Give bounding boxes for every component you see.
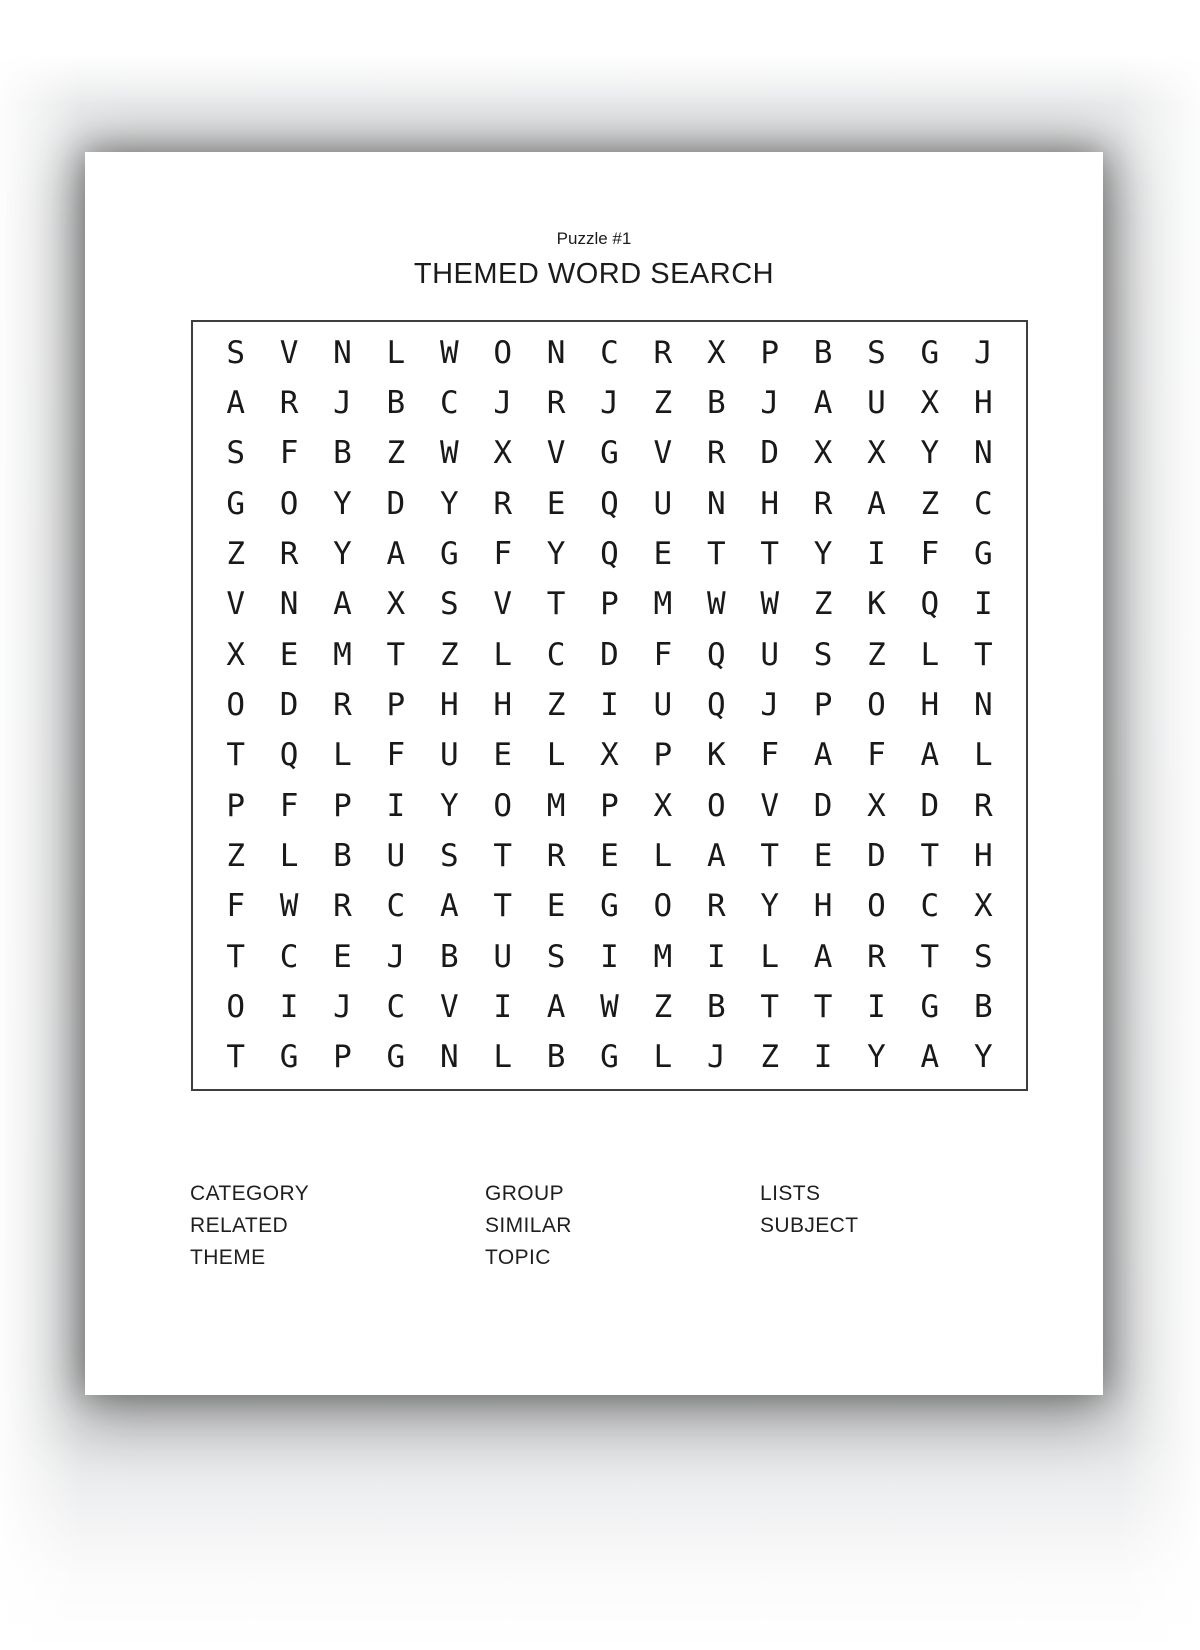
word-list-column bbox=[760, 1178, 858, 1242]
grid-letter: I bbox=[493, 988, 513, 1025]
grid-letter: D bbox=[760, 435, 780, 472]
grid-letter: E bbox=[333, 938, 352, 975]
grid-letter: E bbox=[546, 888, 566, 925]
grid-letter: F bbox=[760, 737, 780, 774]
grid-letter: Z bbox=[653, 384, 673, 421]
grid-letter: O bbox=[706, 787, 726, 824]
word-search-grid bbox=[191, 320, 1028, 1091]
grid-letter: H bbox=[973, 384, 993, 421]
grid-letter: I bbox=[600, 938, 619, 975]
grid-letter: C bbox=[973, 485, 993, 522]
grid-letter: Z bbox=[226, 535, 246, 572]
grid-letter: T bbox=[813, 988, 833, 1025]
grid-letter: A bbox=[867, 485, 886, 522]
grid-letter: Z bbox=[546, 686, 566, 723]
grid-letter: V bbox=[546, 435, 566, 472]
grid-letter: O bbox=[867, 686, 886, 723]
grid-letter: E bbox=[813, 837, 833, 874]
grid-letter: S bbox=[867, 334, 886, 371]
grid-letter: U bbox=[386, 837, 406, 874]
grid-letter: R bbox=[333, 888, 352, 925]
grid-letter: L bbox=[279, 837, 299, 874]
grid-letter: L bbox=[493, 636, 513, 673]
grid-letter: F bbox=[386, 737, 406, 774]
grid-letter: N bbox=[333, 334, 352, 371]
grid-letter: L bbox=[973, 737, 993, 774]
grid-letter: H bbox=[439, 686, 459, 723]
grid-letter: I bbox=[600, 686, 619, 723]
grid-letter: I bbox=[973, 586, 993, 623]
grid-letter: Z bbox=[226, 837, 246, 874]
grid-letter: W bbox=[439, 334, 459, 371]
grid-letter: T bbox=[493, 837, 513, 874]
grid-letter: Y bbox=[813, 535, 833, 572]
grid-letter: H bbox=[760, 485, 780, 522]
grid-letter: M bbox=[333, 636, 352, 673]
grid-letter: S bbox=[546, 938, 566, 975]
grid-letter: U bbox=[439, 737, 459, 774]
grid-letter: I bbox=[279, 988, 299, 1025]
grid-letter: R bbox=[973, 787, 993, 824]
grid-letter: L bbox=[493, 1039, 513, 1076]
word-list-item: TOPIC bbox=[485, 1246, 551, 1269]
grid-letter: V bbox=[653, 435, 673, 472]
grid-letter: Z bbox=[760, 1039, 780, 1076]
grid-letter: S bbox=[226, 334, 246, 371]
grid-letter: B bbox=[706, 384, 726, 421]
word-list-item: LISTS bbox=[760, 1182, 821, 1205]
grid-letter: H bbox=[920, 686, 940, 723]
grid-letter: C bbox=[439, 384, 459, 421]
grid-letter: C bbox=[600, 334, 619, 371]
grid-letter: R bbox=[279, 384, 299, 421]
grid-letter: T bbox=[546, 586, 566, 623]
grid-letter: F bbox=[226, 888, 246, 925]
grid-letter: P bbox=[226, 787, 246, 824]
grid-letter: Y bbox=[546, 535, 566, 572]
grid-letter: W bbox=[760, 586, 780, 623]
grid-letter: B bbox=[973, 988, 993, 1025]
grid-letter: X bbox=[653, 787, 673, 824]
grid-letter: R bbox=[867, 938, 886, 975]
grid-letter: I bbox=[867, 535, 886, 572]
grid-letter: P bbox=[760, 334, 780, 371]
grid-letter: A bbox=[546, 988, 566, 1025]
grid-letter: T bbox=[706, 535, 726, 572]
grid-letter: V bbox=[493, 586, 513, 623]
grid-letter: Z bbox=[439, 636, 459, 673]
grid-letter: L bbox=[333, 737, 352, 774]
puzzle-page bbox=[85, 152, 1103, 1395]
word-list-item: RELATED bbox=[190, 1214, 289, 1237]
grid-letter: A bbox=[813, 384, 833, 421]
grid-letter: D bbox=[920, 787, 940, 824]
grid-letter: A bbox=[386, 535, 406, 572]
grid-letter: X bbox=[226, 636, 246, 673]
word-list-column bbox=[190, 1178, 309, 1274]
grid-letter: G bbox=[439, 535, 459, 572]
grid-letter: L bbox=[920, 636, 940, 673]
grid-letter: L bbox=[546, 737, 566, 774]
grid-letter: T bbox=[760, 837, 780, 874]
grid-letter: Z bbox=[386, 435, 406, 472]
grid-letter: P bbox=[333, 1039, 352, 1076]
grid-letter: D bbox=[386, 485, 406, 522]
grid-letter: N bbox=[973, 686, 993, 723]
grid-letter: B bbox=[439, 938, 459, 975]
grid-letter: A bbox=[226, 384, 246, 421]
grid-letter: G bbox=[920, 988, 940, 1025]
grid-letter: D bbox=[279, 686, 299, 723]
grid-letter: Y bbox=[920, 435, 940, 472]
grid-letter: B bbox=[333, 837, 352, 874]
grid-letter: A bbox=[920, 737, 940, 774]
grid-letter: S bbox=[226, 435, 246, 472]
grid-letter: U bbox=[867, 384, 886, 421]
grid-letter: F bbox=[867, 737, 886, 774]
grid-letter: H bbox=[493, 686, 513, 723]
grid-letter: A bbox=[813, 737, 833, 774]
grid-letter: X bbox=[973, 888, 993, 925]
grid-letter: I bbox=[386, 787, 406, 824]
grid-letter: S bbox=[439, 837, 459, 874]
grid-letter: N bbox=[279, 586, 299, 623]
grid-letter: O bbox=[226, 988, 246, 1025]
grid-letter: G bbox=[920, 334, 940, 371]
grid-letter: Q bbox=[706, 686, 726, 723]
grid-letter: Z bbox=[920, 485, 940, 522]
grid-letter: G bbox=[386, 1039, 406, 1076]
grid-letter: T bbox=[226, 938, 246, 975]
grid-letter: L bbox=[653, 1039, 673, 1076]
grid-letter: R bbox=[279, 535, 299, 572]
grid-letter: B bbox=[386, 384, 406, 421]
grid-letter: A bbox=[706, 837, 726, 874]
grid-letter: A bbox=[439, 888, 459, 925]
grid-letter: N bbox=[973, 435, 993, 472]
grid-letter: I bbox=[867, 988, 886, 1025]
grid-letter: R bbox=[546, 384, 566, 421]
grid-letter: D bbox=[600, 636, 619, 673]
grid-letter: I bbox=[813, 1039, 833, 1076]
grid-letter: X bbox=[867, 435, 886, 472]
grid-letter: X bbox=[600, 737, 619, 774]
grid-letter: E bbox=[600, 837, 619, 874]
grid-letter: W bbox=[439, 435, 459, 472]
grid-letter: O bbox=[493, 787, 513, 824]
grid-letter: F bbox=[920, 535, 940, 572]
grid-letter: T bbox=[920, 938, 940, 975]
grid-letter: C bbox=[546, 636, 566, 673]
grid-letter: B bbox=[333, 435, 352, 472]
grid-letter: R bbox=[493, 485, 513, 522]
grid-letter: N bbox=[439, 1039, 459, 1076]
grid-letter: Z bbox=[867, 636, 886, 673]
grid-letter: T bbox=[973, 636, 993, 673]
grid-letter: P bbox=[813, 686, 833, 723]
grid-letter: V bbox=[439, 988, 459, 1025]
grid-letter: L bbox=[386, 334, 406, 371]
grid-letter: Y bbox=[333, 535, 352, 572]
grid-letter: D bbox=[867, 837, 886, 874]
grid-letter: J bbox=[493, 384, 513, 421]
grid-letter: Q bbox=[600, 485, 619, 522]
word-list-item: SUBJECT bbox=[760, 1214, 859, 1237]
grid-letter: E bbox=[279, 636, 299, 673]
grid-letter: A bbox=[333, 586, 352, 623]
grid-letter: M bbox=[546, 787, 566, 824]
grid-letter: O bbox=[226, 686, 246, 723]
grid-letter: M bbox=[653, 586, 673, 623]
grid-letter: J bbox=[333, 988, 352, 1025]
grid-letter: Y bbox=[439, 485, 459, 522]
grid-letter: J bbox=[333, 384, 352, 421]
grid-letter: S bbox=[813, 636, 833, 673]
grid-letter: D bbox=[813, 787, 833, 824]
grid-letter: C bbox=[386, 888, 406, 925]
grid-letter: O bbox=[867, 888, 886, 925]
grid-letter: J bbox=[386, 938, 406, 975]
grid-letter: X bbox=[386, 586, 406, 623]
grid-letter: S bbox=[973, 938, 993, 975]
grid-letter: X bbox=[920, 384, 940, 421]
grid-letter: T bbox=[226, 1039, 246, 1076]
grid-letter: E bbox=[493, 737, 513, 774]
grid-letter: R bbox=[653, 334, 673, 371]
grid-letter: J bbox=[760, 384, 780, 421]
grid-letter: T bbox=[493, 888, 513, 925]
grid-letter: U bbox=[653, 686, 673, 723]
grid-letter: K bbox=[867, 586, 886, 623]
grid-letter: P bbox=[600, 787, 619, 824]
grid-letter: R bbox=[813, 485, 833, 522]
grid-letter: Y bbox=[333, 485, 352, 522]
grid-letter: G bbox=[600, 888, 619, 925]
grid-letter: G bbox=[226, 485, 246, 522]
grid-letter: H bbox=[813, 888, 833, 925]
grid-letter: Q bbox=[279, 737, 299, 774]
grid-letter: X bbox=[493, 435, 513, 472]
grid-letter: Z bbox=[813, 586, 833, 623]
grid-letter: R bbox=[333, 686, 352, 723]
grid-letter: J bbox=[600, 384, 619, 421]
grid-letter: O bbox=[279, 485, 299, 522]
grid-letter: T bbox=[760, 535, 780, 572]
grid-letter: X bbox=[867, 787, 886, 824]
grid-letter: H bbox=[973, 837, 993, 874]
grid-letter: N bbox=[546, 334, 566, 371]
grid-letter: B bbox=[546, 1039, 566, 1076]
grid-letter: P bbox=[653, 737, 673, 774]
grid-letter: U bbox=[653, 485, 673, 522]
grid-letter: Q bbox=[600, 535, 619, 572]
word-list-item: SIMILAR bbox=[485, 1214, 572, 1237]
word-list-item: GROUP bbox=[485, 1182, 565, 1205]
grid-letter: F bbox=[653, 636, 673, 673]
grid-letter: R bbox=[546, 837, 566, 874]
grid-letter: G bbox=[973, 535, 993, 572]
grid-letter: Y bbox=[973, 1039, 993, 1076]
grid-letter: Y bbox=[867, 1039, 886, 1076]
grid-letter: P bbox=[386, 686, 406, 723]
grid-letter: V bbox=[279, 334, 299, 371]
grid-letter: A bbox=[920, 1039, 940, 1076]
grid-letter: F bbox=[279, 787, 299, 824]
grid-letter: U bbox=[760, 636, 780, 673]
grid-letter: W bbox=[706, 586, 726, 623]
word-list-item: THEME bbox=[190, 1246, 266, 1269]
grid-letter: Z bbox=[653, 988, 673, 1025]
grid-letter: O bbox=[653, 888, 673, 925]
grid-letter: G bbox=[600, 435, 619, 472]
grid-letter: J bbox=[706, 1039, 726, 1076]
grid-letter: X bbox=[813, 435, 833, 472]
grid-letter: I bbox=[706, 938, 726, 975]
grid-letter: G bbox=[600, 1039, 619, 1076]
grid-letter: Y bbox=[760, 888, 780, 925]
grid-letter: X bbox=[706, 334, 726, 371]
grid-letter: E bbox=[653, 535, 673, 572]
grid-letter: F bbox=[279, 435, 299, 472]
grid-letter: Q bbox=[706, 636, 726, 673]
word-list-item: CATEGORY bbox=[190, 1182, 310, 1205]
page-title: THEMED WORD SEARCH bbox=[413, 258, 775, 290]
grid-letter: C bbox=[279, 938, 299, 975]
grid-letter: O bbox=[493, 334, 513, 371]
grid-letter: J bbox=[973, 334, 993, 371]
grid-letter: A bbox=[813, 938, 833, 975]
grid-letter: L bbox=[653, 837, 673, 874]
grid-letter: P bbox=[600, 586, 619, 623]
grid-letter: J bbox=[760, 686, 780, 723]
grid-letter: Y bbox=[439, 787, 459, 824]
grid-letter: T bbox=[920, 837, 940, 874]
grid-letter: T bbox=[226, 737, 246, 774]
grid-letter: W bbox=[279, 888, 299, 925]
grid-letter: Q bbox=[920, 586, 940, 623]
grid-letter: L bbox=[760, 938, 780, 975]
grid-letter: B bbox=[813, 334, 833, 371]
grid-letter: T bbox=[386, 636, 406, 673]
grid-letter: R bbox=[706, 888, 726, 925]
grid-letter: N bbox=[706, 485, 726, 522]
word-list bbox=[85, 1178, 1103, 1288]
grid-letter: M bbox=[653, 938, 673, 975]
grid-letter: F bbox=[493, 535, 513, 572]
grid-letter: G bbox=[279, 1039, 299, 1076]
puzzle-number-label: Puzzle #1 bbox=[556, 229, 632, 248]
grid-letter: B bbox=[706, 988, 726, 1025]
grid-letter: P bbox=[333, 787, 352, 824]
grid-letter: T bbox=[760, 988, 780, 1025]
grid-letter: W bbox=[600, 988, 619, 1025]
grid-letter: U bbox=[493, 938, 513, 975]
grid-letter: S bbox=[439, 586, 459, 623]
grid-letter: C bbox=[386, 988, 406, 1025]
grid-letter: C bbox=[920, 888, 940, 925]
grid-letter: R bbox=[706, 435, 726, 472]
grid-letter: E bbox=[546, 485, 566, 522]
grid-letter: V bbox=[760, 787, 780, 824]
grid-letter: K bbox=[706, 737, 726, 774]
grid-letter: V bbox=[226, 586, 246, 623]
word-list-column bbox=[485, 1178, 572, 1274]
